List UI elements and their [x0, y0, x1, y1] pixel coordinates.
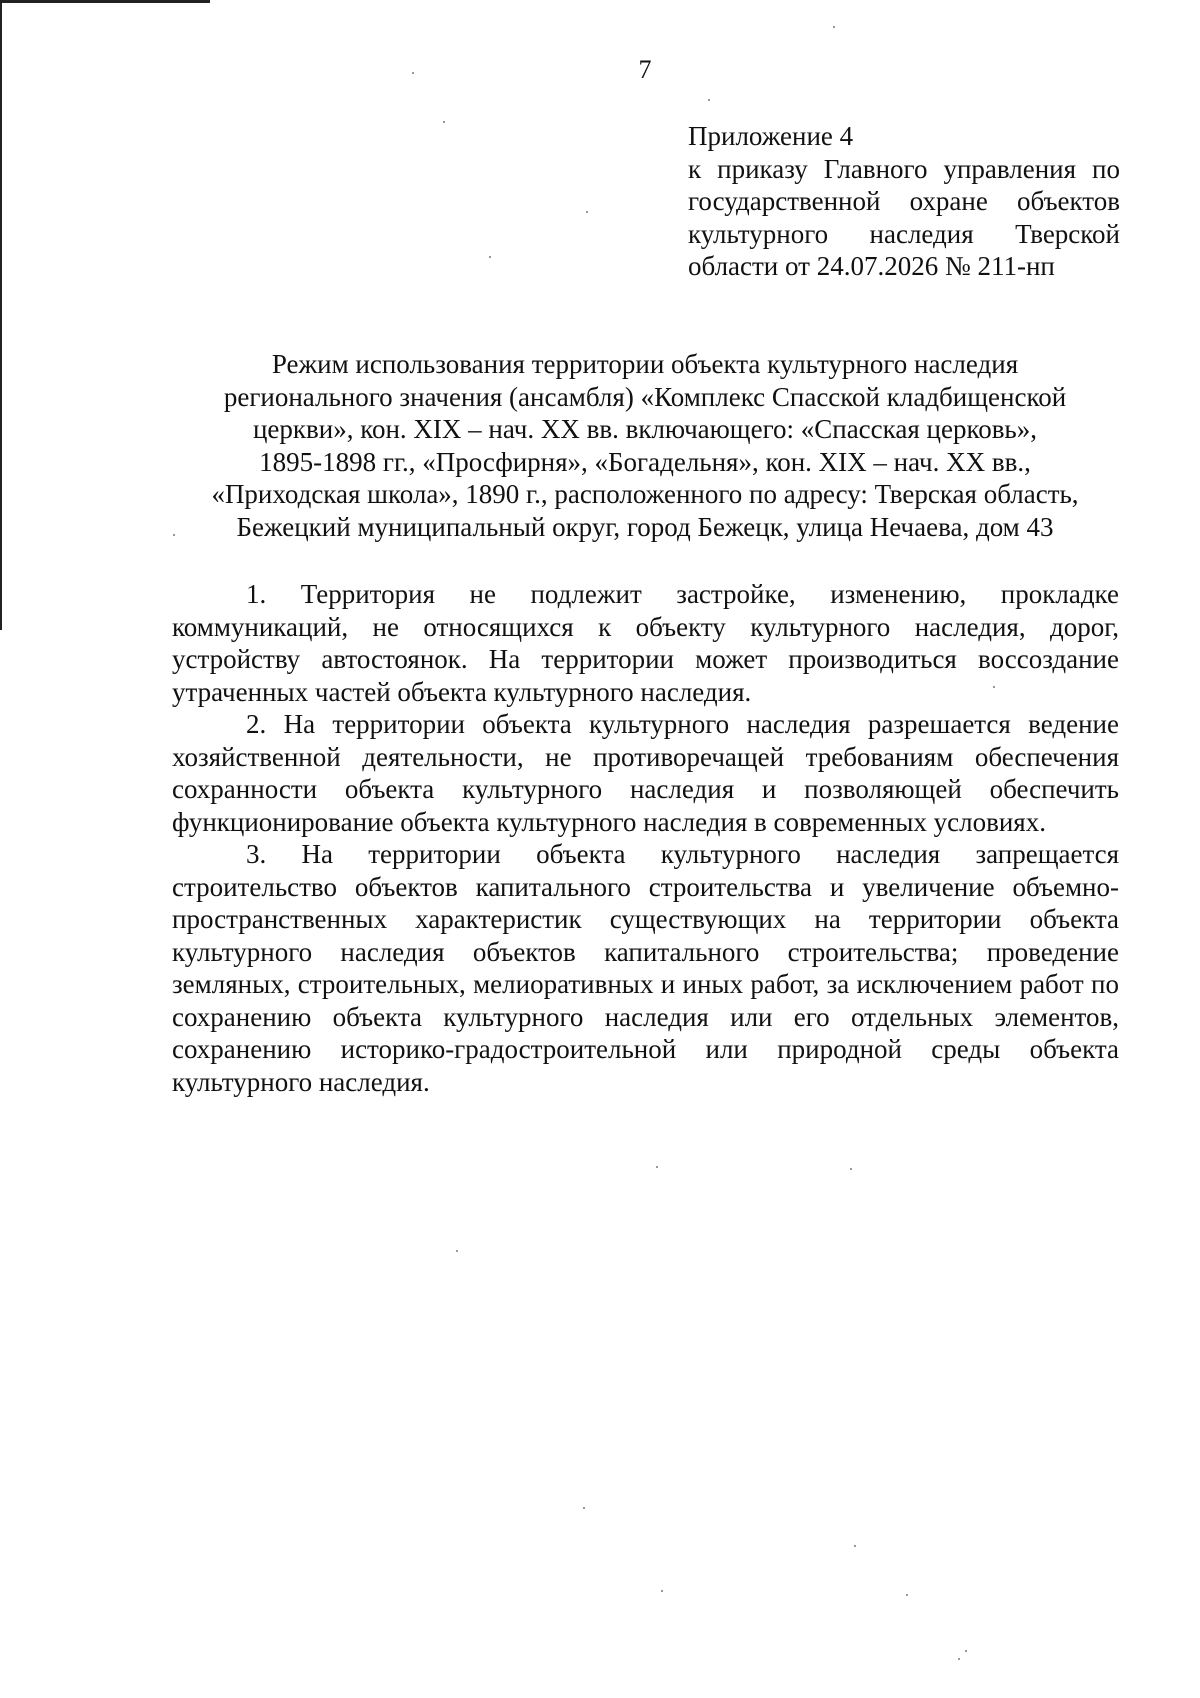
scan-speck — [993, 686, 995, 688]
appendix-line-1: Приложение 4 — [688, 121, 854, 151]
scan-edge-top — [0, 0, 210, 3]
scan-speck — [583, 1507, 585, 1509]
title-line-2: регионального значения (ансамбля) «Комплекс Спасской кладбищенской — [223, 381, 1067, 412]
scan-speck — [489, 256, 491, 258]
paragraph-1: 1. Территория не подлежит застройке, изменению, прокладке коммуникаций, не относящихся к объекту культурного наследия, дорог, устройству автостоянок. На территории может производиться воссоздание утраченных частей объекта культурного наследия. — [172, 579, 1119, 707]
page-number: 7 — [638, 55, 652, 84]
scan-speck — [850, 1168, 852, 1170]
scan-edge-left — [0, 0, 2, 630]
title-line-1: Режим использования территории объекта культурного наследия — [271, 349, 1019, 379]
paragraph-2: 2. На территории объекта культурного наследия разрешается ведение хозяйственной деятельности, не противоречащей требованиям обеспечения сохранности объекта культурного наследия и позволяющей обеспечить функционирование объекта культурного наследия в современных условиях. — [172, 709, 1119, 837]
title-line-6: Бежецкий муниципальный округ, город Бежецк, улица Нечаева, дом 43 — [236, 511, 1054, 542]
appendix-line-4: культурного наследия Тверской — [688, 218, 1120, 249]
appendix-line-2: к приказу Главного управления по — [688, 153, 1120, 184]
document-title — [160, 348, 1130, 543]
appendix-header — [688, 120, 1120, 283]
scan-speck — [906, 1594, 908, 1596]
scan-speck — [854, 1545, 856, 1547]
paragraph-3: 3. На территории объекта культурного наследия запрещается строительство объектов капитального строительства и увеличение объемно-пространственных характеристик существующих на территории объекта культурного наследия объектов капитального строительства; проведение земляных, строительных, мелиоративных и иных работ, за исключением работ по сохранению объекта культурного наследия или его отдельных элементов, сохранению историко-градостроительной или природной среды объекта культурного наследия. — [172, 839, 1119, 1097]
scan-speck — [586, 211, 588, 213]
title-line-5: «Приходская школа», 1890 г., расположенного по адресу: Тверская область, — [211, 479, 1079, 509]
scan-speck — [443, 121, 445, 123]
title-line-4: 1895-1898 гг., «Просфирня», «Богадельня», кон. XIX – нач. XX вв., — [259, 446, 1031, 477]
scan-speck — [456, 1250, 458, 1252]
scan-speck — [412, 72, 414, 74]
scan-speck — [661, 1590, 663, 1592]
scan-speck — [656, 1166, 658, 1168]
title-line-3: церкви», кон. XIX – нач. XX вв. включающего: «Спасская церковь», — [252, 414, 1037, 444]
scan-speck — [833, 26, 835, 28]
appendix-line-5: области от 24.07.2026 № 211-нп — [688, 251, 1055, 281]
document-body — [172, 578, 1119, 1098]
scan-speck — [173, 534, 175, 536]
scan-speck — [958, 1658, 960, 1660]
appendix-line-3: государственной охране объектов — [688, 186, 1120, 216]
scan-speck — [965, 1650, 967, 1652]
scan-speck — [708, 99, 710, 101]
